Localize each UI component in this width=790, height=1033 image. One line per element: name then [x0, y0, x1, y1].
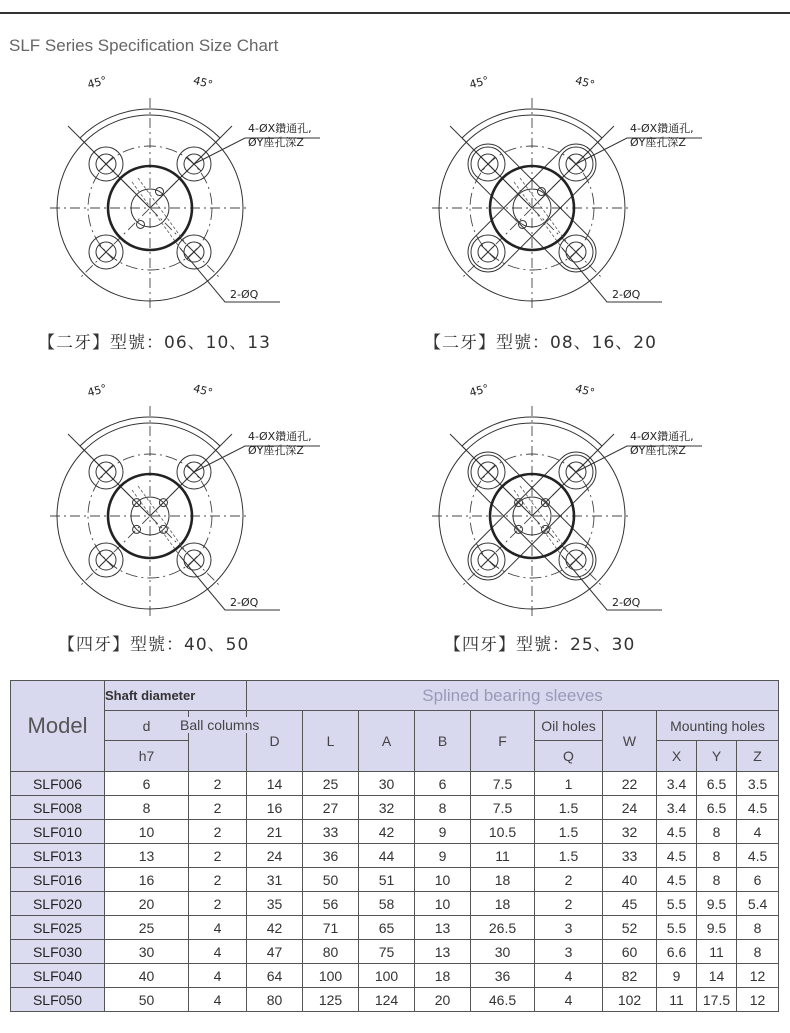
table-cell: 2 [535, 892, 603, 916]
table-cell: 102 [603, 988, 657, 1012]
table-row [11, 940, 779, 964]
hole-note-line-1: 4-ØX鑽通孔, [248, 122, 312, 135]
header-mounting-holes: Mounting holes [657, 711, 779, 741]
table-cell: 14 [697, 964, 737, 988]
header-B: B [415, 711, 471, 772]
model-cell: SLF010 [11, 820, 105, 844]
table-cell: 40 [603, 868, 657, 892]
table-cell: 46.5 [471, 988, 535, 1012]
table-cell: 10 [415, 892, 471, 916]
hole-note-line-1: 4-ØX鑽通孔, [630, 122, 694, 135]
table-cell: 12 [737, 964, 779, 988]
table-cell: 4 [189, 964, 247, 988]
table-cell: 11 [657, 988, 697, 1012]
table-cell: 6 [105, 772, 189, 796]
table-cell: 7.5 [471, 796, 535, 820]
table-cell: 60 [603, 940, 657, 964]
table-cell: 9 [415, 820, 471, 844]
model-cell: SLF030 [11, 940, 105, 964]
table-cell: 6.6 [657, 940, 697, 964]
table-cell: 9.5 [697, 892, 737, 916]
model-cell: SLF050 [11, 988, 105, 1012]
table-cell: 35 [247, 892, 303, 916]
oil-hole-note: 2-ØQ [612, 596, 641, 609]
table-cell: 3 [535, 916, 603, 940]
table-cell: 71 [303, 916, 359, 940]
table-row [11, 844, 779, 868]
table-cell: 3 [535, 940, 603, 964]
table-cell: 20 [105, 892, 189, 916]
header-d: d [105, 711, 189, 741]
table-cell: 18 [471, 868, 535, 892]
header-Q: Q [535, 741, 603, 772]
table-cell: 8 [737, 916, 779, 940]
table-cell: 33 [603, 844, 657, 868]
drawing-four-tooth-cross [422, 380, 722, 620]
table-cell: 36 [471, 964, 535, 988]
hole-note-line-2: ØY座孔深Z [630, 444, 686, 457]
table-cell: 30 [359, 772, 415, 796]
table-cell: 58 [359, 892, 415, 916]
oil-hole-note: 2-ØQ [612, 288, 641, 301]
caption-drawing-3: 【四牙】型號：40、50 [58, 635, 250, 655]
header-oil-holes: Oil holes [535, 711, 603, 741]
table-cell: 1 [535, 772, 603, 796]
spec-table [10, 680, 779, 1012]
page-title: SLF Series Specification Size Chart [9, 36, 279, 55]
table-cell: 30 [105, 940, 189, 964]
table-cell: 8 [697, 868, 737, 892]
table-cell: 8 [105, 796, 189, 820]
drawing-two-tooth-round [40, 72, 340, 312]
table-cell: 8 [697, 820, 737, 844]
table-cell: 64 [247, 964, 303, 988]
table-cell: 56 [303, 892, 359, 916]
table-cell: 100 [303, 964, 359, 988]
table-cell: 10 [415, 868, 471, 892]
table-cell: 2 [189, 796, 247, 820]
table-cell: 9.5 [697, 916, 737, 940]
table-cell: 10 [105, 820, 189, 844]
angle-label-right: 45° [573, 73, 597, 92]
table-row [11, 892, 779, 916]
table-cell: 3.4 [657, 796, 697, 820]
table-row [11, 964, 779, 988]
table-cell: 2 [189, 772, 247, 796]
table-cell: 30 [471, 940, 535, 964]
table-cell: 18 [471, 892, 535, 916]
table-cell: 82 [603, 964, 657, 988]
table-cell: 8 [415, 796, 471, 820]
hole-note-line-2: ØY座孔深Z [248, 444, 304, 457]
table-cell: 24 [247, 844, 303, 868]
angle-label-left: 45° [85, 73, 109, 92]
table-cell: 5.5 [657, 916, 697, 940]
table-cell: 7.5 [471, 772, 535, 796]
angle-label-left: 45° [85, 381, 109, 400]
table-row [11, 868, 779, 892]
model-cell: SLF016 [11, 868, 105, 892]
table-cell: 44 [359, 844, 415, 868]
table-cell: 3.5 [737, 772, 779, 796]
table-cell: 8 [697, 844, 737, 868]
table-cell: 124 [359, 988, 415, 1012]
header-Z: Z [737, 741, 779, 772]
table-cell: 31 [247, 868, 303, 892]
table-cell: 50 [303, 868, 359, 892]
table-cell: 26.5 [471, 916, 535, 940]
table-cell: 4.5 [737, 796, 779, 820]
drawing-two-tooth-cross [422, 72, 722, 312]
table-cell: 6 [415, 772, 471, 796]
header-shaft-diameter: Shaft diameter [105, 681, 247, 711]
hole-note-line-2: ØY座孔深Z [630, 136, 686, 149]
hole-note-line-2: ØY座孔深Z [248, 136, 304, 149]
header-L: L [303, 711, 359, 772]
table-cell: 8 [737, 940, 779, 964]
table-cell: 13 [105, 844, 189, 868]
angle-label-left: 45° [467, 73, 491, 92]
angle-label-right: 45° [191, 381, 215, 400]
model-cell: SLF006 [11, 772, 105, 796]
table-cell: 75 [359, 940, 415, 964]
table-cell: 6.5 [697, 796, 737, 820]
model-cell: SLF008 [11, 796, 105, 820]
table-cell: 4 [189, 916, 247, 940]
table-cell: 22 [603, 772, 657, 796]
table-cell: 100 [359, 964, 415, 988]
model-cell: SLF020 [11, 892, 105, 916]
table-cell: 4 [737, 820, 779, 844]
caption-drawing-1: 【二牙】型號：06、10、13 [38, 333, 271, 353]
table-cell: 42 [359, 820, 415, 844]
header-Y: Y [697, 741, 737, 772]
table-cell: 2 [189, 868, 247, 892]
table-cell: 5.5 [657, 892, 697, 916]
table-cell: 4 [189, 988, 247, 1012]
header-h7: h7 [105, 741, 189, 772]
hole-note-line-1: 4-ØX鑽通孔, [630, 430, 694, 443]
table-cell: 17.5 [697, 988, 737, 1012]
table-cell: 13 [415, 916, 471, 940]
header-X: X [657, 741, 697, 772]
flange-drawing-svg [422, 380, 722, 620]
table-cell: 33 [303, 820, 359, 844]
table-cell: 80 [247, 988, 303, 1012]
table-cell: 4.5 [657, 868, 697, 892]
model-cell: SLF040 [11, 964, 105, 988]
table-cell: 13 [415, 940, 471, 964]
table-cell: 16 [247, 796, 303, 820]
header-F: F [471, 711, 535, 772]
angle-label-right: 45° [573, 381, 597, 400]
angle-label-left: 45° [467, 381, 491, 400]
table-cell: 6 [737, 868, 779, 892]
table-cell: 2 [189, 892, 247, 916]
angle-label-right: 45° [191, 73, 215, 92]
header-D: D [247, 711, 303, 772]
model-cell: SLF013 [11, 844, 105, 868]
table-cell: 125 [303, 988, 359, 1012]
table-cell: 9 [415, 844, 471, 868]
table-cell: 25 [105, 916, 189, 940]
oil-hole-note: 2-ØQ [230, 596, 259, 609]
table-cell: 4 [535, 988, 603, 1012]
flange-drawing-svg [40, 72, 340, 312]
caption-drawing-2: 【二牙】型號：08、16、20 [424, 333, 657, 353]
header-ball-columns: Ball columns [180, 717, 260, 733]
table-cell: 1.5 [535, 844, 603, 868]
table-cell: 4.5 [657, 820, 697, 844]
table-cell: 32 [359, 796, 415, 820]
table-cell: 11 [697, 940, 737, 964]
table-cell: 32 [603, 820, 657, 844]
table-cell: 18 [415, 964, 471, 988]
table-cell: 2 [189, 820, 247, 844]
table-cell: 4 [535, 964, 603, 988]
table-cell: 9 [657, 964, 697, 988]
table-cell: 25 [303, 772, 359, 796]
table-cell: 47 [247, 940, 303, 964]
table-cell: 80 [303, 940, 359, 964]
table-row [11, 820, 779, 844]
table-cell: 65 [359, 916, 415, 940]
model-cell: SLF025 [11, 916, 105, 940]
table-cell: 27 [303, 796, 359, 820]
table-cell: 12 [737, 988, 779, 1012]
table-cell: 11 [471, 844, 535, 868]
table-cell: 4 [189, 940, 247, 964]
table-cell: 42 [247, 916, 303, 940]
table-cell: 16 [105, 868, 189, 892]
table-cell: 50 [105, 988, 189, 1012]
table-row [11, 796, 779, 820]
table-row [11, 916, 779, 940]
table-cell: 4.5 [657, 844, 697, 868]
table-cell: 3.4 [657, 772, 697, 796]
flange-drawing-svg [40, 380, 340, 620]
table-row [11, 988, 779, 1012]
table-cell: 45 [603, 892, 657, 916]
header-splined-bearing-sleeves: Splined bearing sleeves [247, 681, 779, 711]
table-cell: 10.5 [471, 820, 535, 844]
hole-note-line-1: 4-ØX鑽通孔, [248, 430, 312, 443]
header-W: W [603, 711, 657, 772]
spec-table-body [11, 772, 779, 1012]
flange-drawing-svg [422, 72, 722, 312]
table-cell: 4.5 [737, 844, 779, 868]
table-row [11, 772, 779, 796]
table-cell: 1.5 [535, 796, 603, 820]
table-cell: 40 [105, 964, 189, 988]
table-cell: 52 [603, 916, 657, 940]
table-cell: 2 [535, 868, 603, 892]
table-cell: 36 [303, 844, 359, 868]
drawing-four-tooth-round [40, 380, 340, 620]
table-cell: 6.5 [697, 772, 737, 796]
top-rule [0, 12, 790, 14]
table-cell: 51 [359, 868, 415, 892]
oil-hole-note: 2-ØQ [230, 288, 259, 301]
header-model: Model [11, 681, 105, 772]
table-cell: 14 [247, 772, 303, 796]
table-cell: 1.5 [535, 820, 603, 844]
table-cell: 20 [415, 988, 471, 1012]
table-cell: 21 [247, 820, 303, 844]
table-cell: 5.4 [737, 892, 779, 916]
table-cell: 24 [603, 796, 657, 820]
caption-drawing-4: 【四牙】型號：25、30 [444, 635, 636, 655]
table-cell: 2 [189, 844, 247, 868]
header-A: A [359, 711, 415, 772]
